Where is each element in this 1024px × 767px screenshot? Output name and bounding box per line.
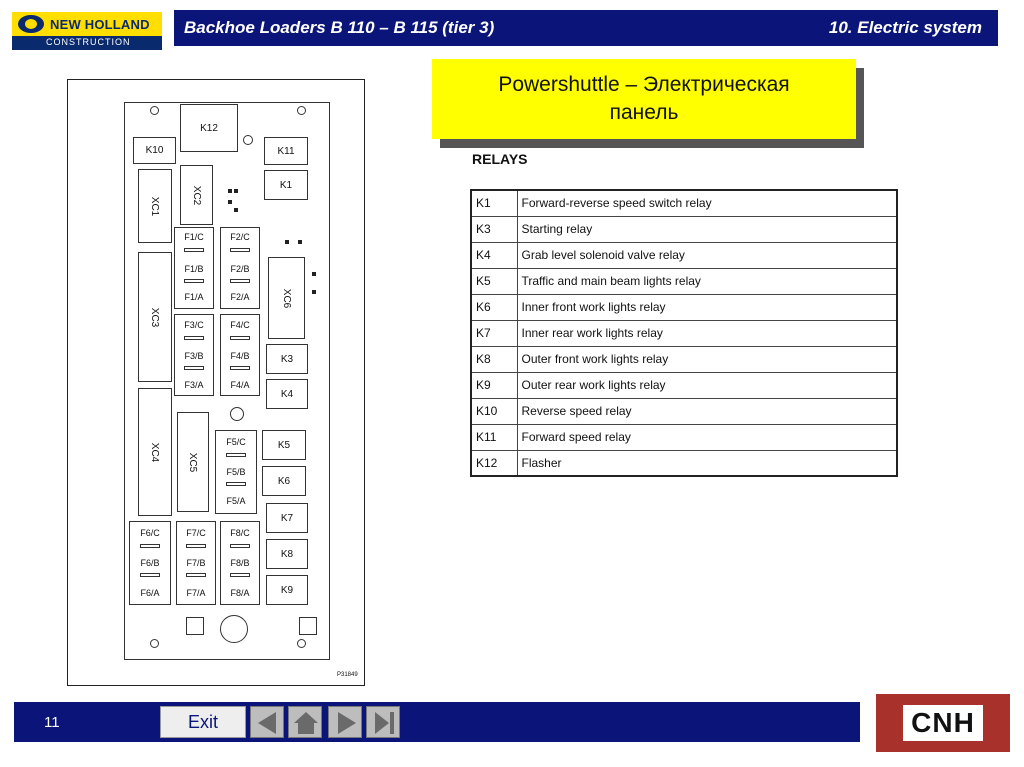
connector-xc1: XC1 — [138, 169, 172, 243]
relay-desc: Outer rear work lights relay — [517, 372, 897, 398]
fuse-f4b: F4/B — [230, 351, 250, 361]
pin-icon — [312, 272, 316, 276]
relay-k11: K11 — [264, 137, 308, 165]
relay-id: K12 — [471, 450, 517, 476]
table-row — [471, 372, 897, 398]
screw-icon — [230, 407, 244, 421]
relay-id: K10 — [471, 398, 517, 424]
page-number: 11 — [44, 714, 60, 731]
mount-hole-icon — [150, 106, 159, 115]
fuse-f8b: F8/B — [230, 558, 250, 568]
relay-desc: Grab level solenoid valve relay — [517, 242, 897, 268]
relay-id: K7 — [471, 320, 517, 346]
fuse-slot — [230, 573, 250, 577]
connector-xc2: XC2 — [180, 165, 213, 225]
relay-desc: Reverse speed relay — [517, 398, 897, 424]
brand-name: NEW HOLLAND — [50, 16, 150, 32]
pin-icon — [228, 200, 232, 204]
screw-icon — [243, 135, 253, 145]
diagram-ref-code: P31849 — [337, 672, 358, 678]
fuse-f5c: F5/C — [226, 437, 246, 447]
relay-desc: Starting relay — [517, 216, 897, 242]
relay-id: K1 — [471, 190, 517, 216]
fuse-f5b: F5/B — [226, 467, 246, 477]
terminal-icon — [299, 617, 317, 635]
home-button[interactable] — [288, 706, 322, 738]
fuse-f7a: F7/A — [186, 588, 206, 598]
pin-icon — [234, 208, 238, 212]
fuse-slot — [140, 544, 160, 548]
fuse-slot — [226, 453, 246, 457]
cnh-logo-text: CNH — [903, 705, 983, 741]
pin-icon — [285, 240, 289, 244]
fuse-f6b: F6/B — [140, 558, 160, 568]
connector-xc6: XC6 — [268, 257, 305, 339]
relay-id: K11 — [471, 424, 517, 450]
relay-desc: Traffic and main beam lights relay — [517, 268, 897, 294]
ground-stud-icon — [220, 615, 248, 643]
fuse-f6a: F6/A — [140, 588, 160, 598]
fuse-f3a: F3/A — [184, 380, 204, 390]
table-row — [471, 424, 897, 450]
fuse-f4c: F4/C — [230, 320, 250, 330]
fuse-f1c: F1/C — [184, 232, 204, 242]
fuse-f8a: F8/A — [230, 588, 250, 598]
pin-icon — [298, 240, 302, 244]
relay-id: K6 — [471, 294, 517, 320]
footer-bar — [14, 702, 860, 742]
skip-end-icon — [367, 707, 401, 739]
relay-k9: K9 — [266, 575, 308, 605]
fuse-slot — [230, 279, 250, 283]
relay-k10: K10 — [133, 137, 176, 164]
slide-title-line2: панель — [609, 101, 679, 124]
fuse-slot — [230, 248, 250, 252]
mount-hole-icon — [150, 639, 159, 648]
table-row — [471, 294, 897, 320]
exit-button[interactable] — [160, 706, 246, 738]
table-row — [471, 242, 897, 268]
header-title-bar — [174, 10, 998, 46]
cnh-logo — [876, 694, 1010, 752]
fuse-slot — [186, 544, 206, 548]
exit-label: Exit — [187, 711, 218, 732]
relay-k3: K3 — [266, 344, 308, 374]
next-button[interactable] — [328, 706, 362, 738]
fuse-f3c: F3/C — [184, 320, 204, 330]
home-icon — [289, 707, 323, 739]
fuse-slot — [226, 482, 246, 486]
connector-xc5: XC5 — [177, 412, 209, 512]
relay-id: K9 — [471, 372, 517, 398]
mount-hole-icon — [297, 106, 306, 115]
new-holland-logo — [12, 12, 162, 50]
table-row — [471, 320, 897, 346]
table-row — [471, 346, 897, 372]
fuse-slot — [184, 366, 204, 370]
table-row — [471, 398, 897, 424]
triangle-left-icon — [251, 707, 285, 739]
table-row — [471, 268, 897, 294]
relays-table — [470, 189, 898, 477]
relay-k4: K4 — [266, 379, 308, 409]
relay-desc: Forward speed relay — [517, 424, 897, 450]
relays-heading: RELAYS — [472, 151, 528, 167]
fuse-f7b: F7/B — [186, 558, 206, 568]
relay-k8: K8 — [266, 539, 308, 569]
relay-id: K8 — [471, 346, 517, 372]
fuse-slot — [230, 366, 250, 370]
fuse-f6c: F6/C — [140, 528, 160, 538]
relay-id: K5 — [471, 268, 517, 294]
relay-desc: Flasher — [517, 450, 897, 476]
fuse-f2a: F2/A — [230, 292, 250, 302]
header-title-left: Backhoe Loaders B 110 – B 115 (tier 3) — [184, 18, 495, 37]
fuse-f2b: F2/B — [230, 264, 250, 274]
relay-k5: K5 — [262, 430, 306, 460]
slide-title-line1: Powershuttle – Электрическая — [498, 73, 790, 96]
connector-xc3: XC3 — [138, 252, 172, 382]
fuse-f8c: F8/C — [230, 528, 250, 538]
fuse-slot — [184, 336, 204, 340]
fuse-slot — [186, 573, 206, 577]
slide-title-box — [432, 59, 856, 139]
fuse-f4a: F4/A — [230, 380, 250, 390]
fuse-slot — [230, 544, 250, 548]
fuse-f1b: F1/B — [184, 264, 204, 274]
terminal-icon — [186, 617, 204, 635]
fuse-slot — [184, 279, 204, 283]
table-row — [471, 216, 897, 242]
fuse-slot — [230, 336, 250, 340]
relay-id: K3 — [471, 216, 517, 242]
pin-icon — [228, 189, 232, 193]
relay-k1: K1 — [264, 170, 308, 200]
brand-sub: CONSTRUCTION — [46, 37, 131, 47]
relay-desc: Forward-reverse speed switch relay — [517, 190, 897, 216]
relay-id: K4 — [471, 242, 517, 268]
connector-xc4: XC4 — [138, 388, 172, 516]
fuse-f2c: F2/C — [230, 232, 250, 242]
relay-desc: Inner front work lights relay — [517, 294, 897, 320]
fuse-slot — [184, 248, 204, 252]
triangle-right-icon — [329, 707, 363, 739]
relay-k6: K6 — [262, 466, 306, 496]
relay-k12: K12 — [180, 104, 238, 152]
fuse-f1a: F1/A — [184, 292, 204, 302]
table-row — [471, 450, 897, 476]
pin-icon — [234, 189, 238, 193]
table-row — [471, 190, 897, 216]
relay-k7: K7 — [266, 503, 308, 533]
last-slide-button[interactable] — [366, 706, 400, 738]
header-title-right: 10. Electric system — [828, 18, 982, 37]
mount-hole-icon — [297, 639, 306, 648]
fuse-f7c: F7/C — [186, 528, 206, 538]
relay-desc: Outer front work lights relay — [517, 346, 897, 372]
fuse-slot — [140, 573, 160, 577]
relay-desc: Inner rear work lights relay — [517, 320, 897, 346]
previous-button[interactable] — [250, 706, 284, 738]
fuse-f5a: F5/A — [226, 496, 246, 506]
pin-icon — [312, 290, 316, 294]
leaf-logo-icon — [18, 15, 44, 33]
fuse-f3b: F3/B — [184, 351, 204, 361]
